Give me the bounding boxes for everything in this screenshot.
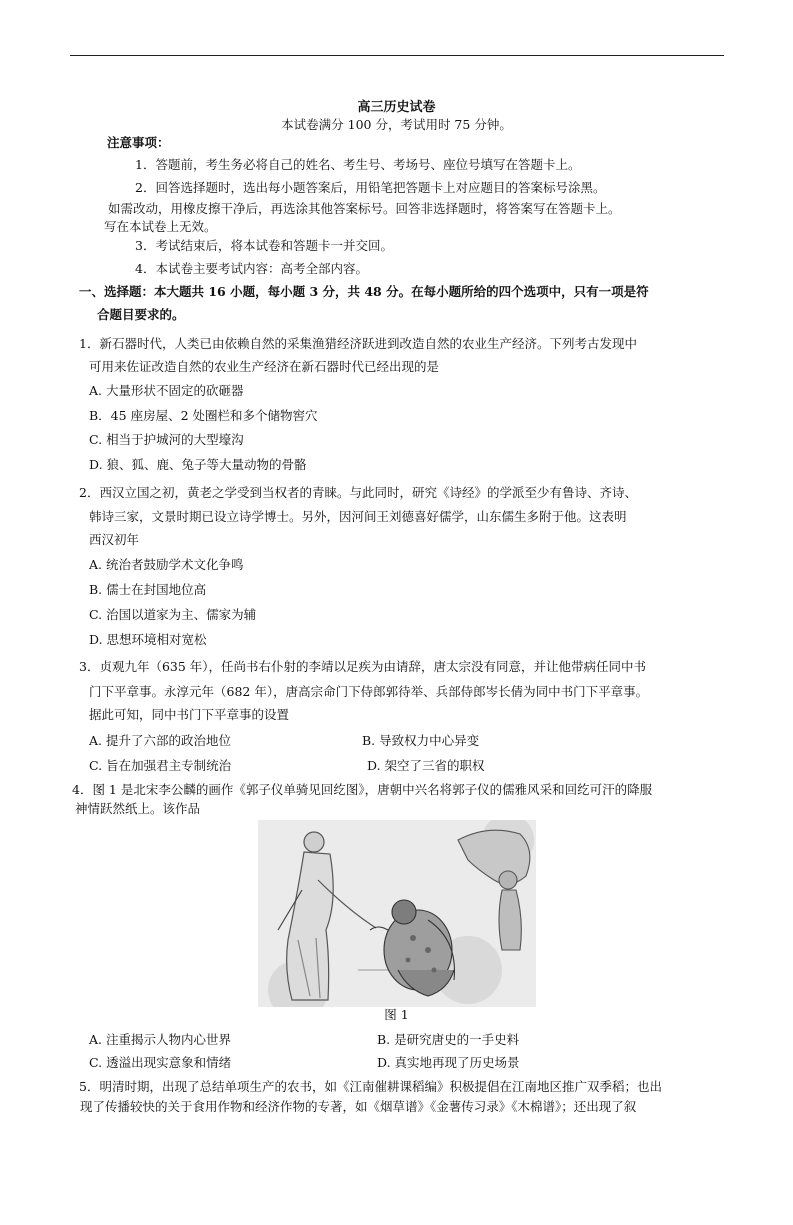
question-stem: 可用来佐证改造自然的农业生产经济在新石器时代已经出现的是	[89, 359, 440, 374]
option-b: B. 儒士在封国地位高	[89, 582, 207, 597]
question-stem: 西汉初年	[89, 532, 140, 547]
option-d: D. 真实地再现了历史场景	[377, 1055, 520, 1070]
option-c: C. 旨在加强君主专制统治	[89, 758, 232, 773]
option-c: C. 透溢出现实意象和情绪	[89, 1055, 232, 1070]
question-stem: 韩诗三家，文景时期已设立诗学博士。另外，因河间王刘德喜好儒学，山东儒生多附于他。这表明	[89, 509, 627, 524]
notice-item: 1．答题前，考生务必将自己的姓名、考生号、考场号、座位号填写在答题卡上。	[135, 157, 581, 172]
option-a: A. 统治者鼓励学术文化争鸣	[89, 557, 244, 572]
notice-item: 如需改动，用橡皮擦干净后，再选涂其他答案标号。回答非选择题时，将答案写在答题卡上。	[108, 201, 621, 216]
option-a: A. 提升了六部的政治地位	[89, 733, 231, 748]
question-stem: 1．新石器时代，人类已由依赖自然的采集渔猎经济跃进到改造自然的农业生产经济。下列考古发现中	[79, 336, 637, 351]
option-b: B. 导致权力中心异变	[362, 733, 480, 748]
option-a: A. 大量形状不固定的砍砸器	[89, 383, 244, 398]
option-d: D. 思想环境相对宽松	[89, 632, 207, 647]
question-stem: 现了传播较快的关于食用作物和经济作物的专著，如《烟草谱》《金薯传习录》《木棉谱》；还出现了叙	[80, 1099, 637, 1114]
option-b: B. 是研究唐史的一手史料	[377, 1032, 520, 1047]
header-rule	[70, 55, 724, 56]
question-stem: 3．贞观九年（635 年），任尚书右仆射的李靖以足疾为由请辞，唐太宗没有同意，并让他带病任同中书	[79, 659, 647, 674]
notice-item: 2．回答选择题时，选出每小题答案后，用铅笔把答题卡上对应题目的答案标号涂黑。	[135, 180, 606, 195]
question-stem: 门下平章事。永淳元年（682 年），唐高宗命门下侍郎郭待举、兵部侍郎岑长倩为同中书门下平章事。	[89, 684, 649, 699]
section-heading-cont: 合题目要求的。	[97, 307, 185, 322]
option-d: D. 架空了三省的职权	[367, 758, 485, 773]
notice-item: 3．考试结束后，将本试卷和答题卡一并交回。	[135, 238, 393, 253]
question-stem: 据此可知，同中书门下平章事的设置	[89, 707, 290, 722]
section-heading: 一、选择题：本大题共 16 小题，每小题 3 分，共 48 分。在每小题所给的四个选项中，只有一项是符	[79, 284, 649, 299]
question-stem: 4．图 1 是北宋李公麟的画作《郭子仪单骑见回纥图》，唐朝中兴名将郭子仪的儒雅风采和回纥可汗的降服	[72, 782, 653, 797]
figure-caption: 图 1	[384, 1007, 409, 1022]
option-d: D. 狼、狐、鹿、兔子等大量动物的骨骼	[89, 457, 307, 472]
page-subtitle: 本试卷满分 100 分，考试用时 75 分钟。	[281, 117, 512, 132]
option-c: C. 相当于护城河的大型壕沟	[89, 432, 244, 447]
page-title: 高三历史试卷	[357, 100, 436, 115]
painting-figure	[258, 820, 536, 1007]
question-stem: 2．西汉立国之初，黄老之学受到当权者的青睐。与此同时，研究《诗经》的学派至少有鲁诗、齐诗、	[79, 485, 637, 500]
notice-heading: 注意事项：	[107, 135, 170, 150]
painting-image	[258, 820, 536, 1007]
option-b: B．45 座房屋、2 处圈栏和多个储物窖穴	[89, 408, 318, 423]
option-a: A. 注重揭示人物内心世界	[89, 1032, 231, 1047]
notice-item: 写在本试卷上无效。	[104, 219, 217, 234]
question-stem: 5．明清时期，出现了总结单项生产的农书，如《江南催耕课稻编》积极提倡在江南地区推广双季稻；也出	[79, 1079, 662, 1094]
question-stem: 神情跃然纸上。该作品	[75, 801, 201, 816]
notice-item: 4．本试卷主要考试内容：高考全部内容。	[135, 261, 368, 276]
option-c: C. 治国以道家为主、儒家为辅	[89, 607, 257, 622]
